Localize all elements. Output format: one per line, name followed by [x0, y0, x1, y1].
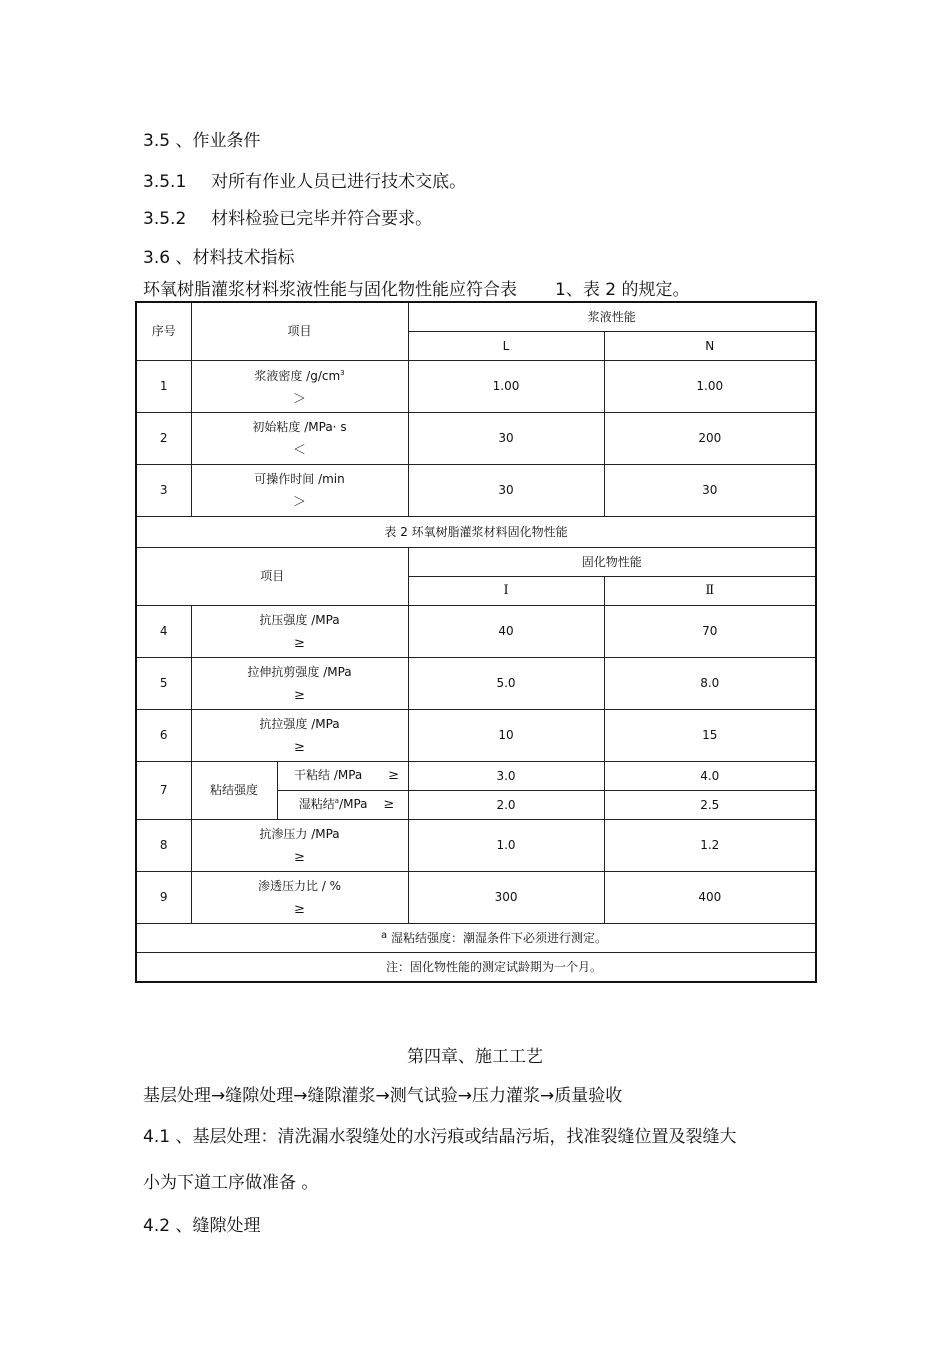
table-intro-part-b: 1、表 2 的规定。	[555, 280, 690, 300]
row-item-name: 抗渗压力 /MPa	[259, 826, 340, 841]
section-4-1-line1: 4.1 、基层处理：清洗漏水裂缝处的水污痕或结晶污垢，找准裂缝位置及裂缝大	[143, 1127, 737, 1147]
section-3-5-2-text: 材料检验已完毕并符合要求。	[211, 209, 433, 229]
section-3-5-heading: 3.5 、作业条件	[143, 131, 261, 151]
row-item	[191, 413, 408, 465]
row-value-i: 300	[408, 872, 604, 924]
row-index: 6	[136, 710, 191, 762]
row-value-i: 40	[408, 606, 604, 658]
row-item-comparator: ＜	[293, 442, 307, 458]
process-flow: 基层处理→缝隙处理→缝隙灌浆→测气试验→压力灌浆→质量验收	[143, 1086, 623, 1106]
row-index: 4	[136, 606, 191, 658]
row-value-n: 1.00	[604, 361, 816, 413]
row-item-comparator: ＞	[293, 494, 307, 510]
table-row	[136, 361, 816, 413]
row-item-comparator: ＞	[293, 392, 307, 407]
row-value-n: 30	[604, 465, 816, 517]
row-item	[191, 606, 408, 658]
row-item	[191, 872, 408, 924]
row-value-i: 1.0	[408, 820, 604, 872]
row-index: 8	[136, 820, 191, 872]
row-item-name: 渗透压力比 / %	[257, 878, 342, 893]
table-row	[136, 820, 816, 872]
row-value-i: 5.0	[408, 658, 604, 710]
row-index: 9	[136, 872, 191, 924]
dry-bond-item	[277, 762, 408, 791]
row-value-ii: 8.0	[604, 658, 816, 710]
header-cured-properties: 固化物性能	[408, 548, 816, 577]
section-3-5-1	[143, 167, 466, 192]
row-item	[191, 710, 408, 762]
table2-caption: 表 2 环氧树脂灌浆材料固化物性能	[136, 517, 816, 548]
row-item-comparator: ≥	[294, 849, 305, 865]
header-item: 项目	[191, 302, 408, 361]
row-value-l: 1.00	[408, 361, 604, 413]
table-row	[136, 606, 816, 658]
table-note: 注：固化物性能的测定试龄期为一个月。	[136, 953, 816, 983]
row-value-i: 10	[408, 710, 604, 762]
table-row	[136, 872, 816, 924]
row-value-ii: 400	[604, 872, 816, 924]
table-row	[136, 762, 816, 791]
row-item	[191, 820, 408, 872]
row-item-superscript: 3	[340, 369, 345, 377]
wet-bond-comparator: ≥	[383, 797, 395, 813]
row-item-name: 可操作时间 /min	[254, 471, 345, 486]
section-4-1-line2: 小为下道工序做准备 。	[143, 1173, 319, 1193]
dry-bond-comparator: ≥	[388, 768, 399, 784]
row-index: 3	[136, 465, 191, 517]
material-spec-table	[135, 301, 817, 983]
bond-strength-label: 粘结强度	[191, 762, 277, 820]
header-grade-i: Ⅰ	[408, 577, 604, 606]
row-value-ii: 70	[604, 606, 816, 658]
section-3-6-heading: 3.6 、材料技术指标	[143, 248, 295, 268]
section-3-5-2-number: 3.5.2	[143, 209, 187, 229]
section-3-5-2	[143, 204, 432, 229]
row-item-name: 抗拉强度 /MPa	[259, 716, 340, 731]
row-value-i: 3.0	[408, 762, 604, 791]
footnote-mark: a	[381, 930, 388, 942]
section-3-5-1-number: 3.5.1	[143, 172, 187, 192]
row-value-ii: 15	[604, 710, 816, 762]
table-row	[136, 413, 816, 465]
chapter-4-title: 第四章、施工工艺	[407, 1047, 543, 1067]
row-item-comparator: ≥	[294, 635, 305, 651]
row-item	[191, 361, 408, 413]
row-item-name: 拉伸抗剪强度 /MPa	[247, 664, 352, 679]
row-item-name: 初始粘度 /MPa· s	[252, 419, 347, 434]
dry-bond-name: 干粘结 /MPa	[294, 768, 363, 783]
row-index: 1	[136, 361, 191, 413]
footnote-text: 湿粘结强度：潮湿条件下必须进行测定。	[390, 931, 607, 946]
section-4-2-heading: 4.2 、缝隙处理	[143, 1216, 261, 1236]
row-item-comparator: ≥	[294, 739, 305, 755]
row-item-comparator: ≥	[294, 901, 305, 917]
table-row	[136, 710, 816, 762]
section-3-5-1-text: 对所有作业人员已进行技术交底。	[211, 172, 467, 192]
wet-bond-footnote-mark: a	[334, 797, 340, 806]
row-item	[191, 465, 408, 517]
wet-bond-item	[277, 791, 408, 820]
table-intro-part-a: 环氧树脂灌浆材料浆液性能与固化物性能应符合表	[143, 280, 517, 300]
header-index: 序号	[136, 302, 191, 361]
row-item-name: 抗压强度 /MPa	[259, 612, 340, 627]
row-value-l: 30	[408, 413, 604, 465]
row-index: 7	[136, 762, 191, 820]
row-value-i: 2.0	[408, 791, 604, 820]
row-value-ii: 2.5	[604, 791, 816, 820]
row-index: 5	[136, 658, 191, 710]
table-row	[136, 658, 816, 710]
table-footnote	[136, 924, 816, 953]
row-item-comparator: ≥	[294, 687, 305, 703]
row-index: 2	[136, 413, 191, 465]
header-grade-l: L	[408, 332, 604, 361]
row-value-n: 200	[604, 413, 816, 465]
table-intro	[143, 275, 689, 300]
row-item-name: 浆液密度 /g/cm	[254, 369, 341, 383]
table2-header-item: 项目	[136, 548, 408, 606]
wet-bond-name: 湿粘结	[298, 797, 335, 812]
row-value-ii: 4.0	[604, 762, 816, 791]
row-item	[191, 658, 408, 710]
header-slurry-properties: 浆液性能	[408, 302, 816, 332]
wet-bond-unit: /MPa	[339, 797, 368, 812]
header-grade-ii: Ⅱ	[604, 577, 816, 606]
row-value-ii: 1.2	[604, 820, 816, 872]
header-grade-n: N	[604, 332, 816, 361]
row-value-l: 30	[408, 465, 604, 517]
table-row	[136, 465, 816, 517]
